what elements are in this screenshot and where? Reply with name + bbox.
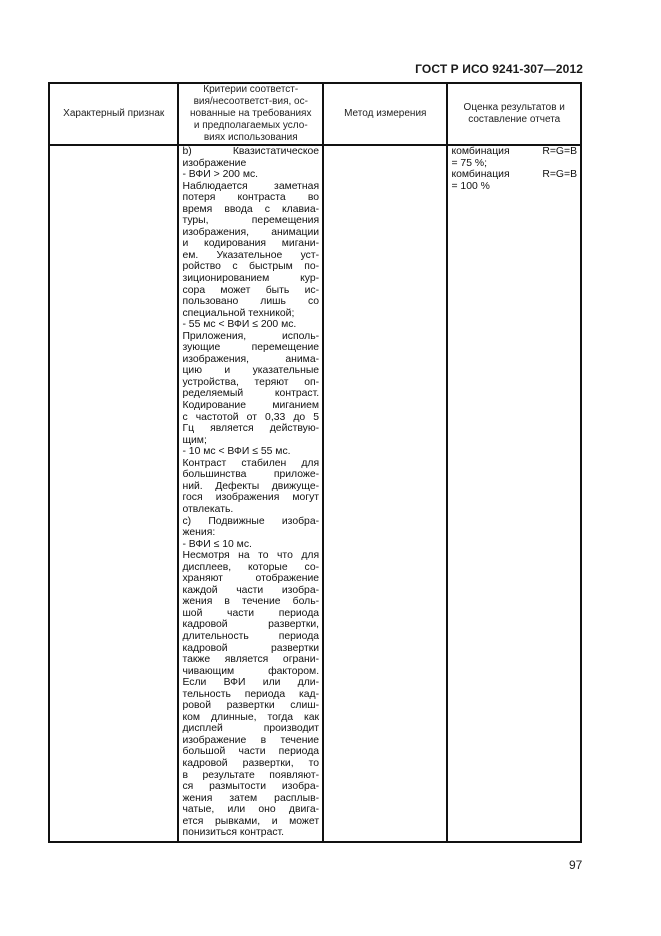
- criteria-line: ком длинные, тогда как: [182, 711, 320, 723]
- result-value: R=G=B: [542, 146, 577, 157]
- criteria-line: чивающим фактором.: [182, 665, 320, 677]
- criteria-line: Кодирование миганием: [182, 400, 320, 412]
- results-cell: [447, 145, 581, 842]
- requirements-table: [48, 82, 582, 843]
- criteria-line: щим;: [182, 434, 207, 446]
- criteria-line: понизиться контраст.: [182, 827, 285, 839]
- header-line: составление отчета: [468, 114, 561, 125]
- column-header-method: Метод измерения: [323, 83, 447, 145]
- criteria-line: Наблюдается заметная: [182, 180, 320, 192]
- criteria-line: изображения, анимации: [182, 226, 320, 238]
- criteria-line: ем. Указательное уст-: [182, 249, 320, 261]
- standard-code-header: ГОСТ Р ИСО 9241-307—2012: [415, 62, 583, 76]
- criteria-line: изображение в течение: [182, 734, 320, 746]
- criteria-line: шой части периода: [182, 607, 320, 619]
- result-entry: [448, 146, 580, 169]
- criteria-line: Несмотря на то что для: [182, 550, 320, 562]
- result-tail: = 75 %;: [451, 157, 487, 169]
- table-row: [49, 145, 581, 842]
- criteria-line: изображения, анима-: [182, 353, 320, 365]
- criteria-line: Приложения, исполь-: [182, 330, 320, 342]
- method-cell: [323, 145, 447, 842]
- criteria-line: специальной техникой;: [182, 307, 295, 319]
- characteristic-cell: [49, 145, 178, 842]
- criteria-line: Если ВФИ или дли-: [182, 677, 320, 689]
- criteria-line: чатые, или оно двига-: [182, 804, 320, 816]
- criteria-line: дисплеев, которые со-: [182, 561, 320, 573]
- criteria-line: также является ограни-: [182, 654, 320, 666]
- criteria-line: зиционированием кур-: [182, 273, 320, 285]
- criteria-line: b) Квазистатическое: [182, 146, 320, 157]
- criteria-line: потеря контраста во: [182, 192, 320, 204]
- criteria-line: изображение: [182, 157, 247, 169]
- criteria-cell: [178, 145, 323, 842]
- criteria-line: - ВФИ > 200 мс.: [182, 169, 259, 181]
- criteria-line: - 55 мс < ВФИ ≤ 200 мс.: [182, 319, 297, 331]
- criteria-line: ровой развертки слиш-: [182, 700, 320, 712]
- criteria-line: ределяемый контраст.: [182, 388, 320, 400]
- criteria-line: цию и указательные: [182, 365, 320, 377]
- criteria-line: большинства приложе-: [182, 469, 320, 481]
- criteria-line: жения затем расплыв-: [182, 792, 320, 804]
- criteria-line: Контраст стабилен для: [182, 457, 320, 469]
- criteria-line: - 10 мс < ВФИ ≤ 55 мс.: [182, 446, 291, 458]
- header-line: вия/несоответст-вия, ос-: [193, 96, 308, 107]
- criteria-line: дисплей производит: [182, 723, 320, 735]
- criteria-line: тельность периода кад-: [182, 688, 320, 700]
- criteria-line: устройства, теряют оп-: [182, 376, 320, 388]
- criteria-line: кадровой развертки, то: [182, 757, 320, 769]
- criteria-line: Гц является действую-: [182, 423, 320, 435]
- header-line: нованные на требованиях: [190, 108, 312, 119]
- result-value: R=G=B: [542, 169, 577, 181]
- header-line: Оценка результатов и: [463, 102, 565, 113]
- table-header-row: [49, 83, 581, 145]
- criteria-line: кадровой развертки: [182, 642, 320, 654]
- column-header-results: [447, 83, 581, 145]
- column-header-criteria: [178, 83, 323, 145]
- criteria-line: гося изображения могут: [182, 492, 320, 504]
- page-number: 97: [569, 858, 583, 872]
- criteria-line: длительность периода: [182, 630, 320, 642]
- criteria-line: зующие перемещение: [182, 342, 320, 354]
- criteria-line: c) Подвижные изобра-: [182, 515, 320, 527]
- criteria-line: туры, перемещения: [182, 215, 320, 227]
- result-tail: = 100 %: [451, 180, 490, 192]
- criteria-line: большой части периода: [182, 746, 320, 758]
- header-line: Критерии соответст-: [203, 84, 299, 95]
- criteria-line: ний. Дефекты движуще-: [182, 480, 320, 492]
- criteria-line: ется рывками, и может: [182, 815, 320, 827]
- criteria-line: ройство с быстрым по-: [182, 261, 320, 273]
- criteria-line: и кодирования мигани-: [182, 238, 320, 250]
- header-line: виях использования: [203, 132, 298, 143]
- criteria-line: в результате появляют-: [182, 769, 320, 781]
- criteria-text: [179, 146, 322, 841]
- criteria-line: жения:: [182, 527, 216, 539]
- column-header-characteristic: Характерный признак: [49, 83, 178, 145]
- header-line: и предполагаемых усло-: [193, 120, 308, 131]
- criteria-line: сора может быть ис-: [182, 284, 320, 296]
- criteria-line: отвлекать.: [182, 503, 234, 515]
- result-label: комбинация: [451, 169, 510, 181]
- criteria-line: время ввода с клавиа-: [182, 203, 320, 215]
- criteria-line: каждой части изобра-: [182, 584, 320, 596]
- criteria-line: жения в течение боль-: [182, 596, 320, 608]
- criteria-line: с частотой от 0,33 до 5: [182, 411, 320, 423]
- criteria-line: храняют отображение: [182, 573, 320, 585]
- criteria-line: ся размытости изобра-: [182, 781, 320, 793]
- result-label: комбинация: [451, 146, 510, 157]
- criteria-line: пользовано лишь со: [182, 296, 320, 308]
- criteria-line: - ВФИ ≤ 10 мс.: [182, 538, 252, 550]
- criteria-line: кадровой развертки,: [182, 619, 320, 631]
- result-entry: [448, 169, 580, 192]
